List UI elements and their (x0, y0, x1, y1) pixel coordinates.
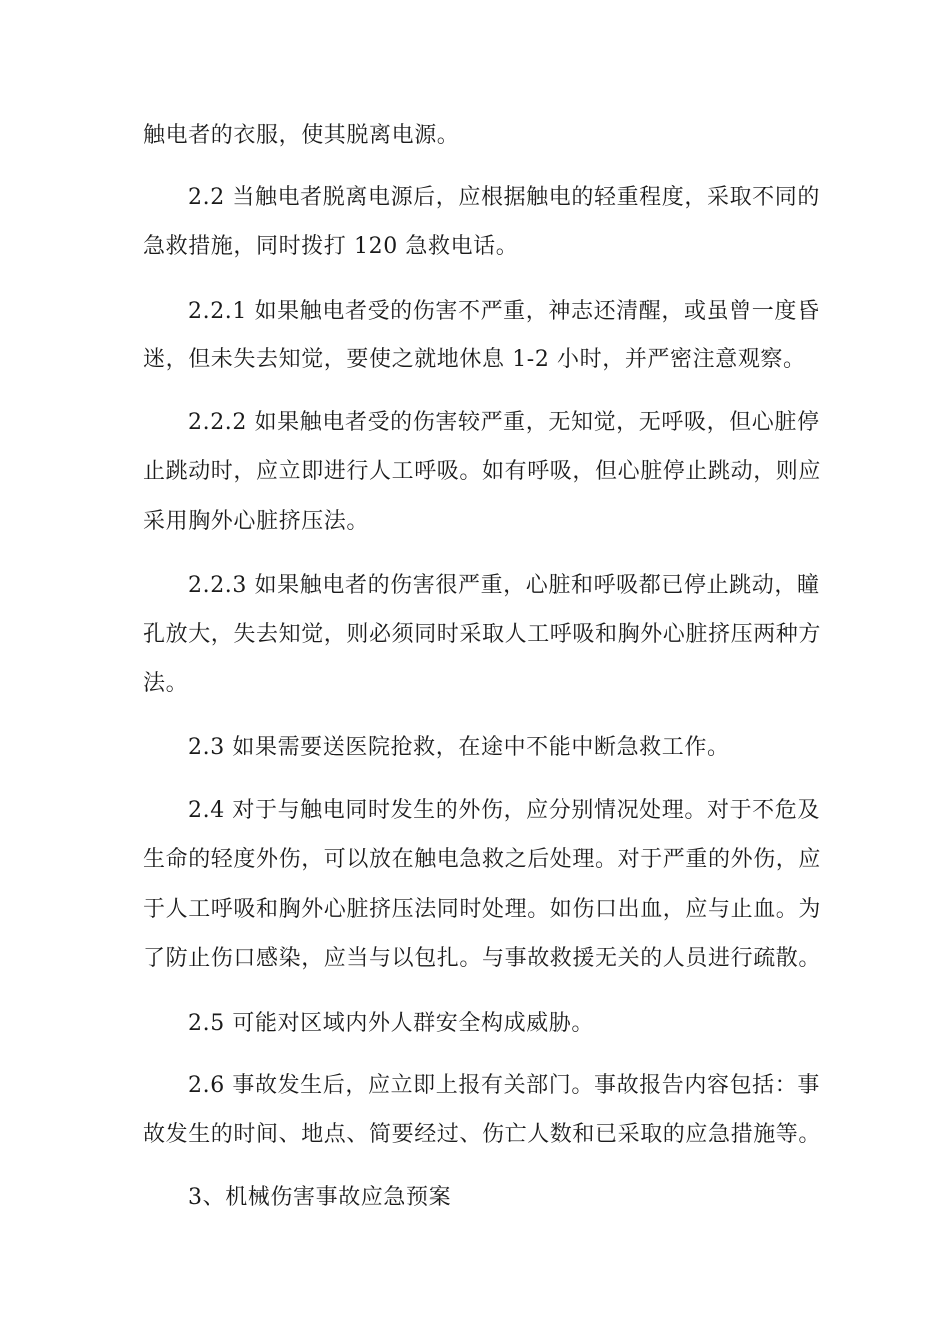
text-line: 孔放大，失去知觉，则必须同时采取人工呼吸和胸外心脏挤压两种方 (143, 622, 822, 647)
text-line: 法。 (143, 671, 189, 696)
section-heading: 3、机械伤害事故应急预案 (188, 1185, 452, 1210)
text-line: 触电者的衣服，使其脱离电源。 (143, 123, 460, 148)
text-line: 2.2 当触电者脱离电源后，应根据触电的轻重程度，采取不同的 (188, 185, 820, 210)
text-line: 迷，但未失去知觉，要使之就地休息 1-2 小时，并严密注意观察。 (143, 347, 806, 372)
text-line: 急救措施，同时拨打 120 急救电话。 (143, 234, 519, 259)
text-line: 故发生的时间、地点、简要经过、伤亡人数和已采取的应急措施等。 (143, 1122, 822, 1147)
text-line: 生命的轻度外伤，可以放在触电急救之后处理。对于严重的外伤，应 (143, 847, 822, 872)
text-line: 2.2.3 如果触电者的伤害很严重，心脏和呼吸都已停止跳动，瞳 (188, 573, 820, 598)
text-line: 采用胸外心脏挤压法。 (143, 509, 370, 534)
text-line: 2.2.2 如果触电者受的伤害较严重，无知觉，无呼吸，但心脏停 (188, 410, 820, 435)
text-line: 于人工呼吸和胸外心脏挤压法同时处理。如伤口出血，应与止血。为 (143, 897, 822, 922)
text-line: 2.5 可能对区域内外人群安全构成威胁。 (188, 1011, 594, 1036)
text-line: 止跳动时，应立即进行人工呼吸。如有呼吸，但心脏停止跳动，则应 (143, 459, 822, 484)
text-line: 2.6 事故发生后，应立即上报有关部门。事故报告内容包括：事 (188, 1073, 820, 1098)
text-line: 2.2.1 如果触电者受的伤害不严重，神志还清醒，或虽曾一度昏 (188, 299, 820, 324)
text-line: 2.3 如果需要送医院抢救，在途中不能中断急救工作。 (188, 735, 730, 760)
text-line: 了防止伤口感染，应当与以包扎。与事故救援无关的人员进行疏散。 (143, 946, 822, 971)
text-line: 2.4 对于与触电同时发生的外伤，应分别情况处理。对于不危及 (188, 798, 820, 823)
